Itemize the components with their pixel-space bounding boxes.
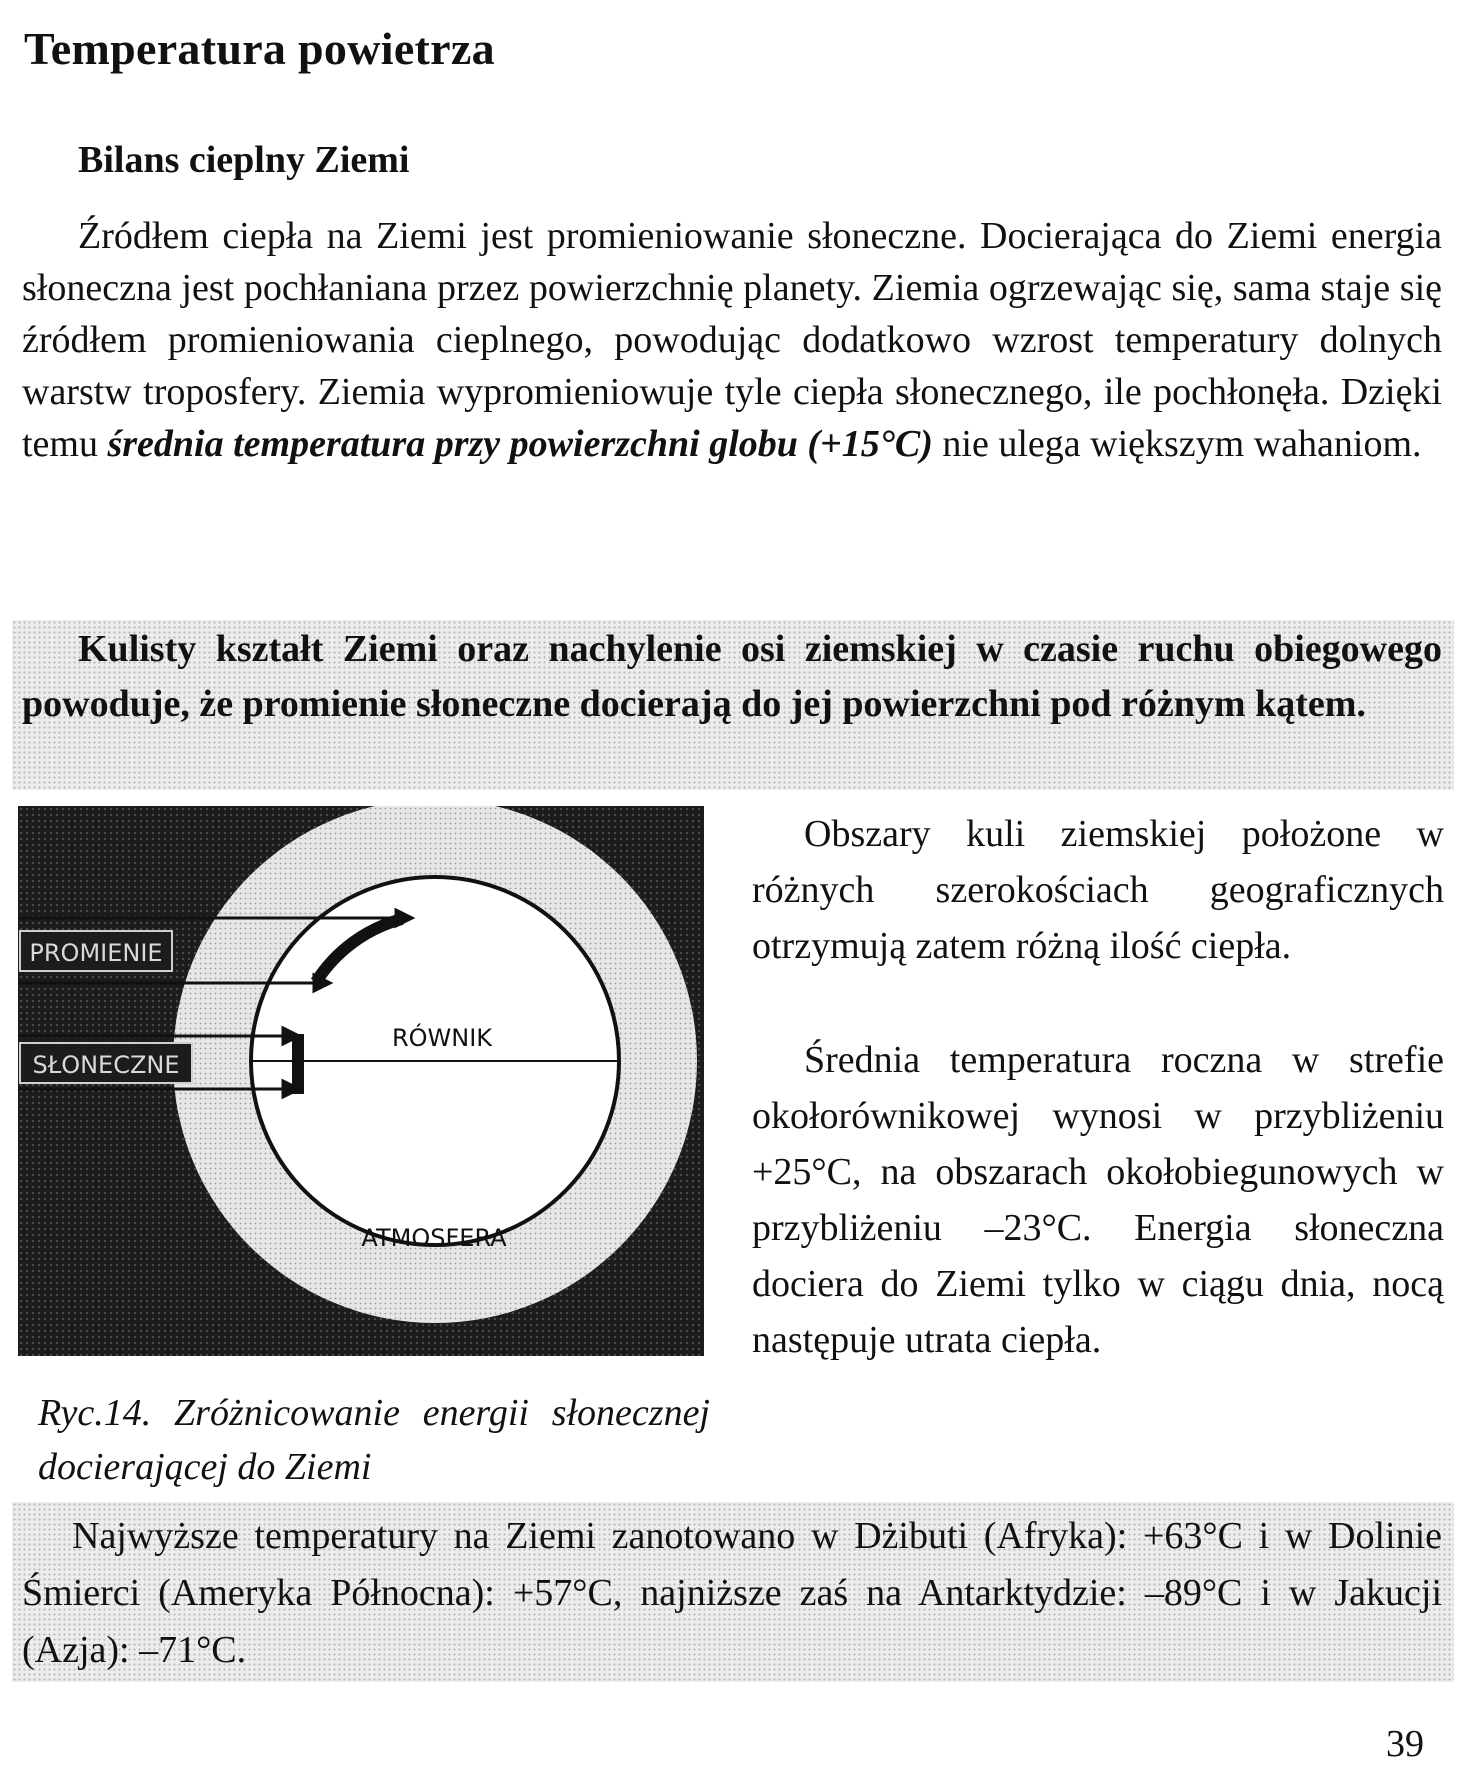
intro-text: Źródłem ciepła na Ziemi jest promieniowanie słoneczne. Docierająca do Ziemi energia słoneczna jest pochłaniana przez powierzchnię planety. Ziemia ogrzewając się, sama staje się źródłem promieniowania cieplnego, powodując dodatkowo wzrost temperatury dolnych warstw troposfery. Ziemia wypromieniowuje tyle ciepła słonecznego, ile pochłonęła. Dzięki temu: [22, 215, 1442, 465]
figure-drawing: [18, 806, 704, 1356]
intro-text-after: nie ulega większym wahaniom.: [932, 423, 1422, 465]
highlight-paragraph: Kulisty kształt Ziemi oraz nachylenie osi ziemskiej w czasie ruchu obiegowego powoduje, że promienie słoneczne docierają do jej powierzchni pod różnym kątem.: [22, 628, 1442, 725]
intro-paragraph: [22, 210, 1442, 470]
records-paragraph: Najwyższe temperatury na Ziemi zanotowano w Dżibuti (Afryka): +63°C i w Dolinie Śmierci (Ameryka Północna): +57°C, najniższe zaś na Antarktydzie: –89°C i w Jakucji (Azja): –71°C.: [22, 1515, 1442, 1671]
side-paragraph-1: Obszary kuli ziemskiej położone w różnych szerokościach geograficznych otrzymują zatem różną ilość ciepła.: [752, 813, 1444, 967]
rays-label-1: PROMIENIE: [29, 939, 163, 967]
intro-emphasis: średnia temperatura przy powierzchni globu (+15°C): [107, 423, 933, 465]
section-title: Bilans cieplny Ziemi: [78, 139, 410, 181]
equator-label: RÓWNIK: [391, 1024, 493, 1052]
page-number: 39: [1386, 1723, 1424, 1765]
figure-caption: Ryc.14. Zróżnicowanie energii słonecznej docierającej do Ziemi: [38, 1392, 710, 1488]
page-title: Temperatura powietrza: [24, 23, 495, 74]
side-paragraph-2: Średnia temperatura roczna w strefie okołorównikowej wynosi w przybliżeniu +25°C, na obszarach okołobiegunowych w przybliżeniu –23°C. Energia słoneczna dociera do Ziemi tylko w ciągu dnia, nocą następuje utrata ciepła.: [752, 1039, 1444, 1361]
earth-radiation-figure: [18, 806, 704, 1356]
rays-label-2: SŁONECZNE: [32, 1051, 180, 1079]
atmosphere-label: ATMOSFERA: [361, 1224, 507, 1252]
